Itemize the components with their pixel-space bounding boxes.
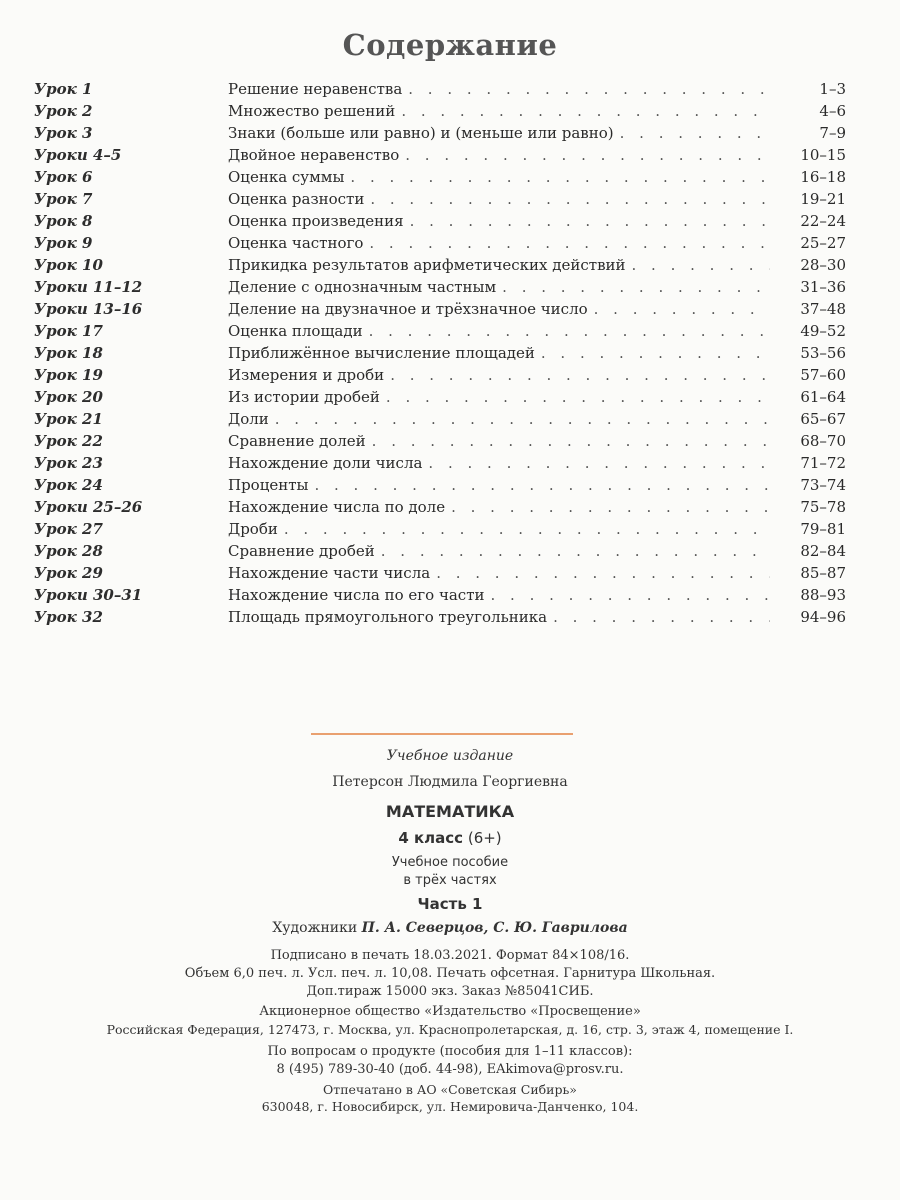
book-title: МАТЕМАТИКА: [385, 802, 515, 821]
toc-topic: Оценка частного: [228, 234, 364, 252]
artists-label: Художники: [272, 920, 358, 936]
toc-lesson: Урок 19: [34, 366, 103, 384]
toc-leader-dots: [390, 364, 770, 386]
table-of-contents: [34, 78, 846, 628]
toc-topic-wrap: [228, 166, 770, 188]
toc-topic-wrap: [228, 320, 770, 342]
toc-lesson: Урок 7: [34, 190, 93, 208]
toc-pages: 19–21: [800, 190, 846, 208]
toc-lesson: Урок 3: [34, 124, 93, 142]
toc-topic-wrap: [228, 408, 770, 430]
divider-rule: [311, 733, 573, 735]
toc-row: [34, 562, 846, 584]
toc-topic-wrap: [228, 474, 770, 496]
toc-lesson: Урок 2: [34, 102, 93, 120]
toc-topic: Оценка произведения: [228, 212, 404, 230]
toc-leader-dots: [314, 474, 770, 496]
toc-pages: 22–24: [800, 212, 846, 230]
toc-leader-dots: [370, 188, 770, 210]
toc-leader-dots: [381, 540, 770, 562]
toc-row: [34, 298, 846, 320]
toc-lesson: Урок 6: [34, 168, 93, 186]
toc-topic-wrap: [228, 298, 770, 320]
toc-topic-wrap: [228, 364, 770, 386]
toc-pages: 68–70: [800, 432, 846, 450]
toc-pages: 4–6: [819, 102, 846, 120]
toc-pages: 73–74: [800, 476, 846, 494]
toc-topic: Сравнение дробей: [228, 542, 375, 560]
toc-leader-dots: [553, 606, 770, 628]
toc-row: [34, 188, 846, 210]
toc-topic: Прикидка результатов арифметических действий: [228, 256, 626, 274]
toc-lesson: Урок 20: [34, 388, 103, 406]
toc-row: [34, 78, 846, 100]
toc-topic-wrap: [228, 386, 770, 408]
toc-topic-wrap: [228, 342, 770, 364]
toc-lesson: Урок 24: [34, 476, 103, 494]
toc-topic: Оценка площади: [228, 322, 363, 340]
toc-topic-wrap: [228, 584, 770, 606]
toc-topic-wrap: [228, 254, 770, 276]
toc-topic: Оценка суммы: [228, 168, 345, 186]
toc-row: [34, 452, 846, 474]
author-name: Петерсон Людмила Георгиевна: [332, 774, 568, 790]
toc-topic: Решение неравенства: [228, 80, 403, 98]
print-info-2: Объем 6,0 печ. л. Усл. печ. л. 10,08. Печать офсетная. Гарнитура Школьная.: [184, 966, 716, 981]
toc-pages: 37–48: [800, 300, 846, 318]
print-info-1: Подписано в печать 18.03.2021. Формат 84×108/16.: [270, 948, 630, 963]
toc-lesson: Урок 8: [34, 212, 93, 230]
artists-line: [0, 920, 900, 936]
printer-name: Отпечатано в АО «Советская Сибирь»: [323, 1082, 577, 1097]
toc-lesson: Урок 29: [34, 564, 103, 582]
toc-pages: 10–15: [800, 146, 846, 164]
toc-topic: Двойное неравенство: [228, 146, 400, 164]
toc-row: [34, 144, 846, 166]
toc-pages: 25–27: [800, 234, 846, 252]
toc-leader-dots: [369, 320, 770, 342]
toc-topic: Оценка разности: [228, 190, 365, 208]
toc-pages: 7–9: [819, 124, 846, 142]
toc-topic: Нахождение части числа: [228, 564, 431, 582]
toc-topic: Доли: [228, 410, 269, 428]
toc-leader-dots: [372, 430, 770, 452]
toc-topic: Измерения и дроби: [228, 366, 385, 384]
artists-names: П. А. Северцов, С. Ю. Гаврилова: [361, 920, 628, 936]
toc-row: [34, 254, 846, 276]
toc-lesson: Урок 27: [34, 520, 103, 538]
contact-line-2: 8 (495) 789-30-40 (доб. 44-98), EAkimova@prosv.ru.: [276, 1062, 624, 1077]
publisher-address: Российская Федерация, 127473, г. Москва, ул. Краснопролетарская, д. 16, стр. 3, этаж 4, помещение I.: [106, 1022, 794, 1037]
toc-row: [34, 518, 846, 540]
toc-pages: 49–52: [800, 322, 846, 340]
toc-pages: 71–72: [800, 454, 846, 472]
toc-topic: Площадь прямоугольного треугольника: [228, 608, 548, 626]
toc-row: [34, 540, 846, 562]
toc-leader-dots: [451, 496, 770, 518]
toc-pages: 85–87: [800, 564, 846, 582]
toc-leader-dots: [502, 276, 770, 298]
contact-line-1: По вопросам о продукте (пособия для 1–11 классов):: [267, 1044, 633, 1059]
toc-row: [34, 232, 846, 254]
toc-lesson: Урок 18: [34, 344, 103, 362]
toc-row: [34, 496, 846, 518]
toc-topic: Из истории дробей: [228, 388, 380, 406]
toc-topic: Нахождение числа по его части: [228, 586, 485, 604]
toc-row: [34, 122, 846, 144]
toc-lesson: Урок 23: [34, 454, 103, 472]
toc-row: [34, 210, 846, 232]
age-rating: (6+): [467, 829, 502, 847]
toc-row: [34, 166, 846, 188]
toc-row: [34, 100, 846, 122]
toc-lesson: Уроки 4–5: [34, 146, 122, 164]
toc-topic-wrap: [228, 518, 770, 540]
toc-lesson: Урок 10: [34, 256, 103, 274]
toc-topic: Нахождение числа по доле: [228, 498, 446, 516]
toc-pages: 82–84: [800, 542, 846, 560]
toc-pages: 1–3: [819, 80, 846, 98]
toc-leader-dots: [491, 584, 770, 606]
toc-row: [34, 408, 846, 430]
toc-lesson: Урок 17: [34, 322, 103, 340]
toc-topic: Дроби: [228, 520, 278, 538]
toc-row: [34, 364, 846, 386]
toc-leader-dots: [436, 562, 770, 584]
toc-leader-dots: [632, 254, 770, 276]
toc-pages: 65–67: [800, 410, 846, 428]
toc-lesson: Уроки 13–16: [34, 300, 143, 318]
toc-leader-dots: [541, 342, 770, 364]
toc-topic-wrap: [228, 122, 770, 144]
toc-topic-wrap: [228, 276, 770, 298]
page-title: Содержание: [342, 28, 558, 62]
toc-leader-dots: [620, 122, 770, 144]
toc-topic-wrap: [228, 144, 770, 166]
toc-leader-dots: [428, 452, 770, 474]
toc-topic-wrap: [228, 78, 770, 100]
print-info-3: Доп.тираж 15000 экз. Заказ №85041СИБ.: [306, 984, 594, 999]
toc-pages: 16–18: [800, 168, 846, 186]
toc-lesson: Урок 28: [34, 542, 103, 560]
toc-topic-wrap: [228, 210, 770, 232]
toc-topic-wrap: [228, 232, 770, 254]
printer-address: 630048, г. Новосибирск, ул. Немировича-Данченко, 104.: [261, 1099, 639, 1114]
toc-row: [34, 606, 846, 628]
toc-lesson: Урок 22: [34, 432, 103, 450]
part-label: Часть 1: [417, 895, 483, 913]
toc-topic-wrap: [228, 188, 770, 210]
grade-line: [0, 829, 900, 847]
toc-topic: Проценты: [228, 476, 309, 494]
toc-pages: 28–30: [800, 256, 846, 274]
toc-pages: 79–81: [800, 520, 846, 538]
toc-topic-wrap: [228, 540, 770, 562]
toc-leader-dots: [405, 144, 770, 166]
toc-topic-wrap: [228, 606, 770, 628]
kind-line-2: в трёх частях: [403, 873, 497, 888]
toc-leader-dots: [410, 210, 770, 232]
toc-leader-dots: [284, 518, 770, 540]
toc-lesson: Урок 9: [34, 234, 93, 252]
toc-pages: 31–36: [800, 278, 846, 296]
toc-topic: Нахождение доли числа: [228, 454, 423, 472]
toc-topic: Сравнение долей: [228, 432, 366, 450]
toc-leader-dots: [401, 100, 770, 122]
toc-topic: Деление с однозначным частным: [228, 278, 497, 296]
toc-pages: 57–60: [800, 366, 846, 384]
toc-topic: Множество решений: [228, 102, 396, 120]
toc-row: [34, 430, 846, 452]
toc-row: [34, 584, 846, 606]
edition-type: Учебное издание: [386, 748, 514, 764]
toc-row: [34, 342, 846, 364]
toc-topic: Деление на двузначное и трёхзначное число: [228, 300, 588, 318]
toc-topic-wrap: [228, 100, 770, 122]
toc-lesson: Урок 1: [34, 80, 93, 98]
toc-row: [34, 474, 846, 496]
toc-leader-dots: [350, 166, 770, 188]
toc-topic-wrap: [228, 452, 770, 474]
toc-pages: 88–93: [800, 586, 846, 604]
toc-lesson: Урок 32: [34, 608, 103, 626]
toc-row: [34, 276, 846, 298]
toc-lesson: Уроки 30–31: [34, 586, 143, 604]
toc-lesson: Уроки 25–26: [34, 498, 143, 516]
toc-row: [34, 386, 846, 408]
toc-leader-dots: [275, 408, 770, 430]
toc-leader-dots: [386, 386, 770, 408]
toc-topic-wrap: [228, 496, 770, 518]
toc-pages: 61–64: [800, 388, 846, 406]
toc-pages: 94–96: [800, 608, 846, 626]
toc-leader-dots: [594, 298, 770, 320]
toc-lesson: Уроки 11–12: [34, 278, 143, 296]
toc-topic: Приближённое вычисление площадей: [228, 344, 535, 362]
publisher-name: Акционерное общество «Издательство «Просвещение»: [259, 1004, 641, 1019]
toc-topic: Знаки (больше или равно) и (меньше или равно): [228, 124, 614, 142]
grade: 4 класс: [398, 829, 464, 847]
toc-lesson: Урок 21: [34, 410, 103, 428]
toc-row: [34, 320, 846, 342]
toc-topic-wrap: [228, 562, 770, 584]
kind-line-1: Учебное пособие: [391, 855, 509, 870]
toc-pages: 75–78: [800, 498, 846, 516]
toc-leader-dots: [408, 78, 770, 100]
toc-leader-dots: [369, 232, 770, 254]
toc-pages: 53–56: [800, 344, 846, 362]
toc-topic-wrap: [228, 430, 770, 452]
